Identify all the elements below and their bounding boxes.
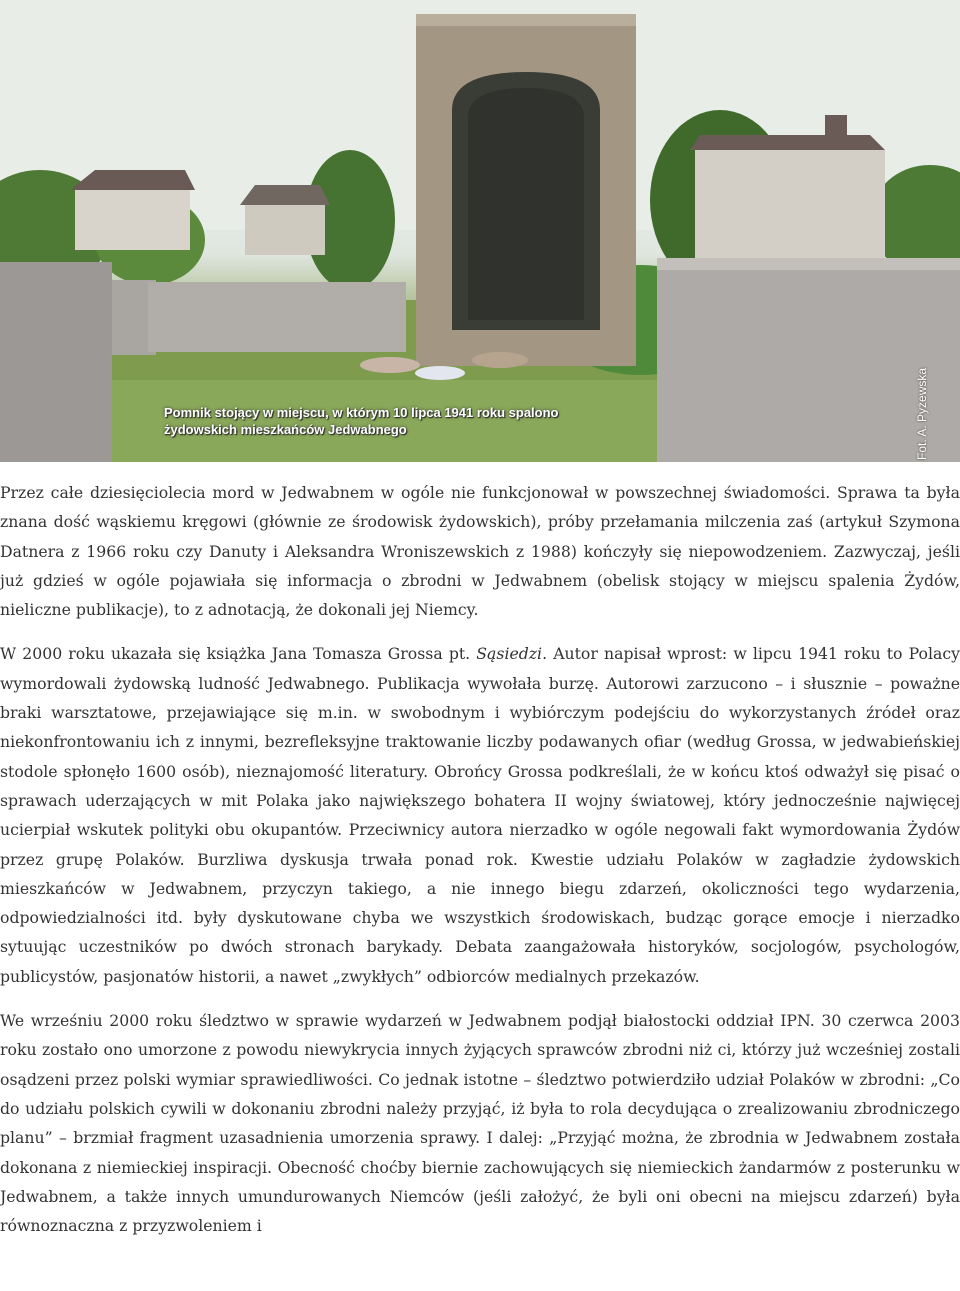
photo-credit: Fot. A. Pyżewska <box>915 367 929 460</box>
paragraph: We wrześniu 2000 roku śledztwo w sprawie wydarzeń w Jedwabnem podjął białostocki oddział IPN. 30 czerwca 2003 roku zostało ono umorzone z powodu niewykrycia innych żyjących sprawców zbrodni niż ci, którzy już wcześniej zostali osądzeni przez polski wymiar sprawiedliwości. Co jednak istotne – śledztwo potwierdziło udział Polaków w zbrodni: „Co do udziału polskich cywili w dokonaniu zbrodni należy przyjąć, iż była to rola decydująca o zrealizowaniu zbrodniczego planu” – brzmiał fragment uzasadnienia umorzenia sprawy. I dalej: „Przyjąć można, że zbrodnia w Jedwabnem została dokonana z niemieckiej inspiracji. Obecność choćby biernie zachowujących się niemieckich żandarmów z posterunku w Jedwabnem, a także innych umundurowanych Niemców (jeśli założyć, że byli oni obecni na miejscu zdarzeń) była równoznaczna z przyzwoleniem i <box>0 1011 960 1236</box>
text-run: . Autor napisał wprost: w lipcu 1941 roku to Polacy wymordowali żydowską ludność Jedwabnego. Publikacja wywołała burzę. Autorowi zarzucono – i słusznie – poważne braki warsztatowe, przejawiające się m.in. w swobodnym i wybiórczym podejściu do wykorzystanych źródeł oraz niekonfrontowaniu ich z innymi, bezrefleksyjne traktowanie liczby podawanych ofiar (według Grossa, w jedwabieńskiej stodole spłonęło 1600 osób), nieznajomość literatury. Obrońcy Grossa podkreślali, że w końcu ktoś odważył się pisać o sprawach uderzających w mit Polaka jako największego bohatera II wojny światowej, który jednocześnie najwięcej ucierpiał wskutek polityki obu okupantów. Przeciwnicy autora nierzadko w ogóle negowali fakt wymordowania Żydów przez grupę Polaków. Burzliwa dyskusja trwała ponad rok. Kwestie udziału Polaków w zagładzie żydowskich mieszkańców w Jedwabnem, przyczyn takiego, a nie innego biegu zdarzeń, okoliczności tego wydarzenia, odpowiedzialności itd. były dyskutowane chyba we wszystkich środowiskach, budząc gorące emocje i nierzadko sytuując uczestników po dwóch stronach barykady. Debata zaangażowała historyków, socjologów, psychologów, publicystów, pasjonatów historii, a nawet „zwykłych” odbiorców medialnych przekazów. <box>0 644 960 986</box>
caption-line: Pomnik stojący w miejscu, w którym 10 lipca 1941 roku spalono <box>164 405 559 420</box>
paragraph: Przez całe dziesięciolecia mord w Jedwabnem w ogóle nie funkcjonował w powszechnej świadomości. Sprawa ta była znana dość wąskiemu kręgowi (głównie ze środowisk żydowskich), próby przełamania milczenia zaś (artykuł Szymona Datnera z 1966 roku czy Danuty i Aleksandra Wroniszewskich z 1988) kończyły się niepowodzeniem. Zazwyczaj, jeśli już gdzieś w ogóle pojawiała się informacja o zbrodni w Jedwabnem (obelisk stojący w miejscu spalenia Żydów, nieliczne publikacje), to z adnotacją, że dokonali jej Niemcy. <box>0 483 960 620</box>
monument-photo <box>0 0 960 462</box>
photo-caption <box>164 404 634 438</box>
caption-line: żydowskich mieszkańców Jedwabnego <box>164 422 407 437</box>
monument-illustration <box>0 0 960 462</box>
article-body <box>0 478 960 1240</box>
text-run: W 2000 roku ukazała się książka Jana Tomasza Grossa pt. <box>0 644 477 664</box>
book-title: Sąsiedzi <box>476 644 543 664</box>
paragraph <box>0 639 960 991</box>
